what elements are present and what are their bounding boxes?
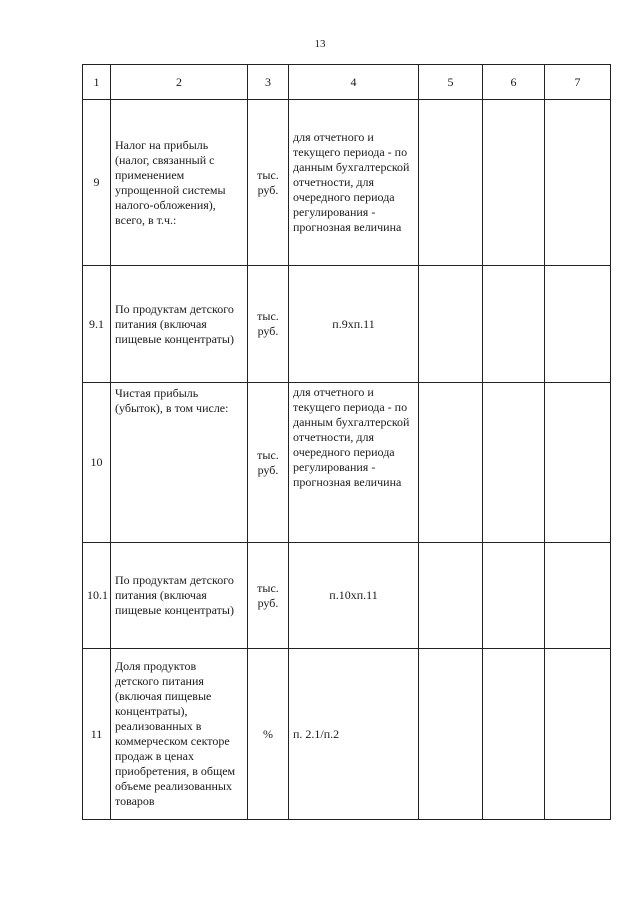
value-cell <box>483 100 545 266</box>
value-cell <box>419 266 483 383</box>
table-row <box>83 649 611 820</box>
header-col-5: 5 <box>419 65 483 100</box>
header-col-2: 2 <box>111 65 248 100</box>
value-cell <box>483 543 545 649</box>
value-cell <box>545 266 611 383</box>
formula-cell: п.9хп.11 <box>289 266 419 383</box>
indicator-name: По продуктам детского питания (включая пищевые концентраты) <box>111 266 248 383</box>
header-col-4: 4 <box>289 65 419 100</box>
indicator-name: По продуктам детского питания (включая пищевые концентраты) <box>111 543 248 649</box>
value-cell <box>545 100 611 266</box>
formula-cell: для отчетного и текущего периода - по данным бухгалтерской отчетности, для очередного периода регулирования - прогнозная величина <box>289 100 419 266</box>
table-row <box>83 383 611 543</box>
row-number: 10 <box>83 383 111 543</box>
row-number: 10.1 <box>83 543 111 649</box>
indicator-name: Налог на прибыль (налог, связанный с применением упрощенной системы налого-обложения), всего, в т.ч.: <box>111 100 248 266</box>
unit-cell: тыс. руб. <box>248 543 289 649</box>
indicator-name: Доля продуктов детского питания (включая пищевые концентраты), реализованных в коммерческом секторе продаж в ценах приобретения, в общем объеме реализованных товаров <box>111 649 248 820</box>
formula-cell: п. 2.1/п.2 <box>289 649 419 820</box>
row-number: 11 <box>83 649 111 820</box>
header-col-1: 1 <box>83 65 111 100</box>
value-cell <box>419 543 483 649</box>
row-number: 9 <box>83 100 111 266</box>
header-col-7: 7 <box>545 65 611 100</box>
row-number: 9.1 <box>83 266 111 383</box>
table-row <box>83 266 611 383</box>
header-col-3: 3 <box>248 65 289 100</box>
unit-cell: % <box>248 649 289 820</box>
value-cell <box>545 543 611 649</box>
indicator-name: Чистая прибыль (убыток), в том числе: <box>111 383 248 543</box>
unit-cell: тыс. руб. <box>248 100 289 266</box>
unit-cell: тыс. руб. <box>248 266 289 383</box>
value-cell <box>545 649 611 820</box>
table-row <box>83 543 611 649</box>
value-cell <box>483 266 545 383</box>
header-row <box>83 65 611 100</box>
value-cell <box>419 649 483 820</box>
header-col-6: 6 <box>483 65 545 100</box>
table-row <box>83 100 611 266</box>
table-header <box>83 65 611 100</box>
formula-cell: для отчетного и текущего периода - по данным бухгалтерской отчетности, для очередного периода регулирования - прогнозная величина <box>289 383 419 543</box>
value-cell <box>483 383 545 543</box>
data-table <box>82 64 611 820</box>
unit-cell: тыс. руб. <box>248 383 289 543</box>
formula-cell: п.10хп.11 <box>289 543 419 649</box>
value-cell <box>419 100 483 266</box>
value-cell <box>483 649 545 820</box>
page-number: 13 <box>314 38 326 50</box>
value-cell <box>545 383 611 543</box>
value-cell <box>419 383 483 543</box>
